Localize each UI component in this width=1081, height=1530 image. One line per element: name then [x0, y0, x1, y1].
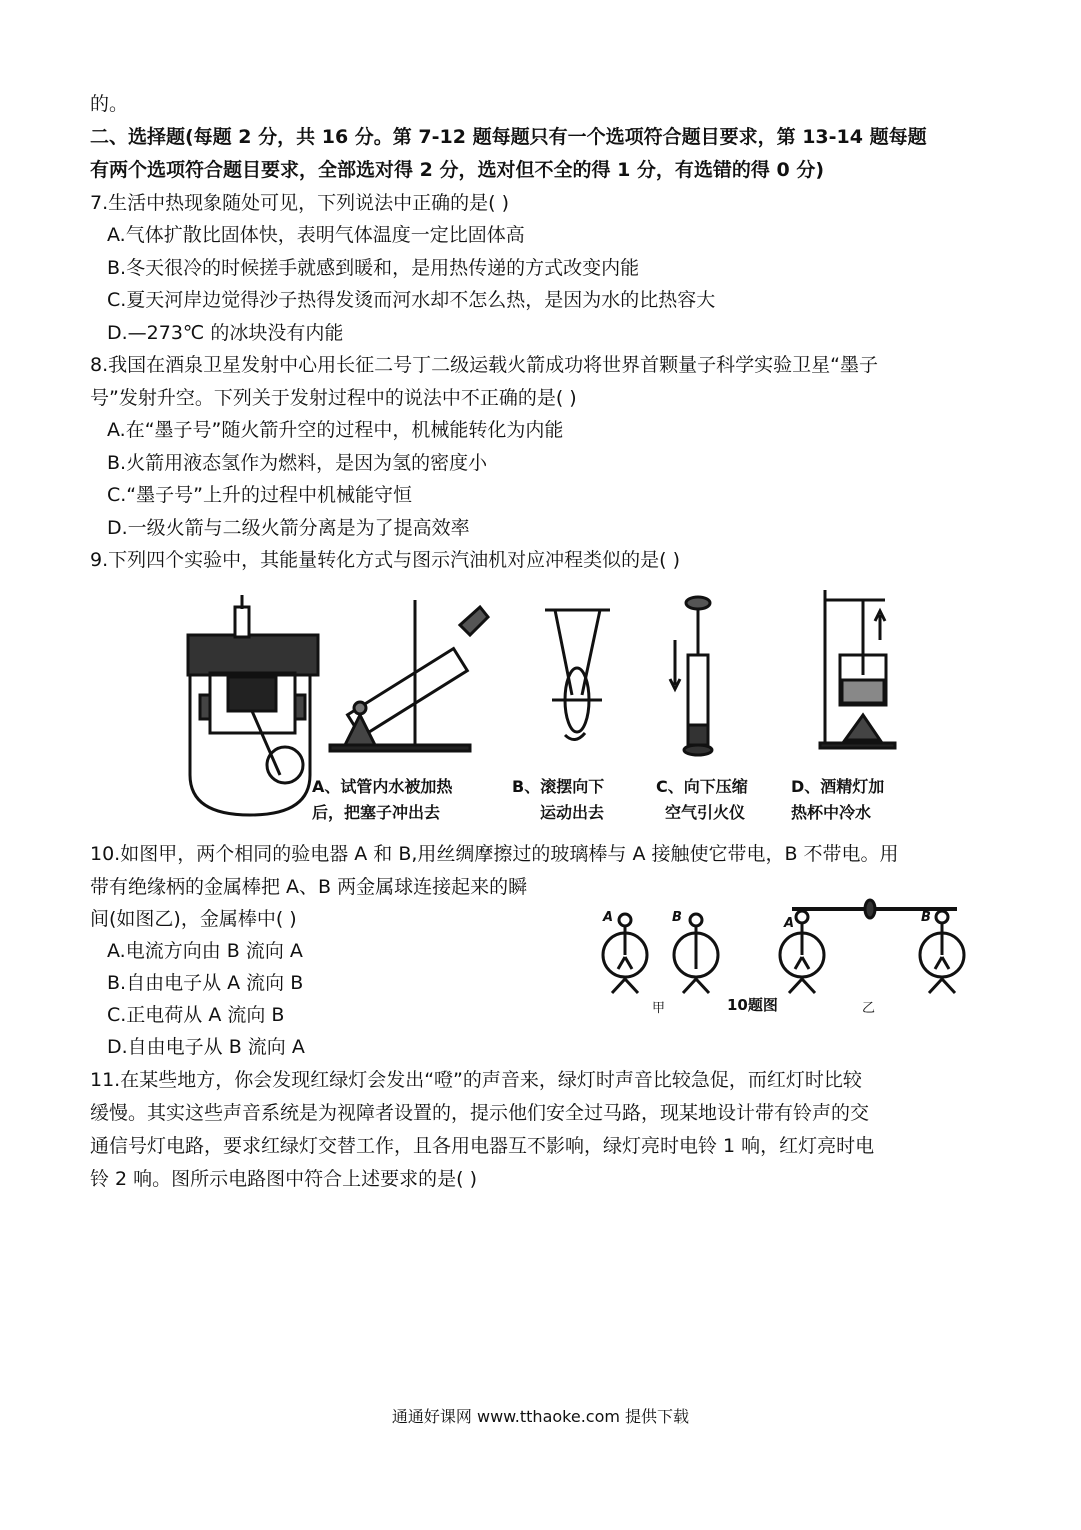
- section-heading-line1: 二、选择题(每题 2 分，共 16 分。第 7-12 题每题只有一个选项符合题目要求，第 13-14 题每题: [90, 126, 927, 148]
- q9-caption-d-line2: 热杯中冷水: [791, 803, 872, 822]
- air-compression-igniter-icon: [670, 597, 712, 755]
- section-heading-line2: 有两个选项符合题目要求，全部选对得 2 分，选对但不全的得 1 分，有选错的得 0 分): [90, 159, 825, 181]
- q10-stem-line1: 10.如图甲，两个相同的验电器 A 和 B,用丝绸摩擦过的玻璃棒与 A 接触使它带电，B 不带电。用: [90, 843, 899, 865]
- q8-option-c: C.“墨子号”上升的过程中机械能守恒: [107, 484, 412, 506]
- q7-option-c: C.夏天河岸边觉得沙子热得发烫而河水却不怎么热，是因为水的比热容大: [107, 289, 716, 311]
- q9-caption-c-line1: C、向下压缩: [656, 777, 748, 796]
- q8-stem-line1: 8.我国在酒泉卫星发射中心用长征二号丁二级运载火箭成功将世界首颗量子科学实验卫星“墨子: [90, 354, 878, 376]
- q10-stem-line2: 带有绝缘柄的金属棒把 A、B 两金属球连接起来的瞬: [90, 876, 528, 898]
- q10-label-b: B: [672, 910, 682, 925]
- q9-caption-b-line2: 运动出去: [540, 803, 605, 822]
- q10-option-b: B.自由电子从 A 流向 B: [107, 972, 304, 994]
- intro-tail: 的。: [90, 93, 129, 115]
- q10-figure-caption: 10题图: [727, 996, 778, 1014]
- q7-option-a: A.气体扩散比固体快，表明气体温度一定比固体高: [107, 224, 525, 246]
- q8-option-a: A.在“墨子号”随火箭升空的过程中，机械能转化为内能: [107, 419, 564, 441]
- q9-caption-a-line1: A、试管内水被加热: [312, 777, 453, 796]
- page-footer: 通通好课网 www.tthaoke.com 提供下载: [391, 1407, 690, 1426]
- test-tube-heating-icon: [330, 600, 488, 751]
- q10-label-b2: B: [921, 910, 931, 925]
- q7-option-d: D.—273℃ 的冰块没有内能: [107, 322, 344, 344]
- electroscope-a-icon: [603, 914, 647, 993]
- engine-cross-section-icon: [188, 595, 318, 815]
- q9-caption-a-line2: 后，把塞子冲出去: [312, 803, 441, 822]
- alcohol-lamp-beaker-icon: [820, 590, 895, 748]
- q11-stem-line2: 缓慢。其实这些声音系统是为视障者设置的，提示他们安全过马路，现某地设计带有铃声的交: [90, 1102, 870, 1124]
- q9-caption-c-line2: 空气引火仪: [665, 803, 746, 822]
- q9-caption-b-line1: B、滚摆向下: [512, 777, 605, 796]
- q10-stem-line3: 间(如图乙)，金属棒中( ): [90, 908, 297, 930]
- q10-label-a: A: [603, 910, 614, 925]
- connected-electroscopes-icon: [780, 900, 964, 993]
- q10-label-a2: A: [784, 916, 795, 931]
- q10-option-a: A.电流方向由 B 流向 A: [107, 940, 303, 962]
- q8-option-d: D.一级火箭与二级火箭分离是为了提高效率: [107, 517, 470, 539]
- q9-stem: 9.下列四个实验中，其能量转化方式与图示汽油机对应冲程类似的是( ): [90, 549, 680, 571]
- q10-option-c: C.正电荷从 A 流向 B: [107, 1004, 285, 1026]
- q7-option-b: B.冬天很冷的时候搓手就感到暖和，是用热传递的方式改变内能: [107, 257, 640, 279]
- q11-stem-line1: 11.在某些地方，你会发现红绿灯会发出“噔”的声音来，绿灯时声音比较急促，而红灯时比较: [90, 1069, 862, 1091]
- q10-option-d: D.自由电子从 B 流向 A: [107, 1036, 305, 1058]
- q10-label-yi: 乙: [862, 1001, 876, 1016]
- electroscope-b-icon: [674, 914, 718, 993]
- q11-stem-line4: 铃 2 响。图所示电路图中符合上述要求的是( ): [90, 1168, 478, 1190]
- q8-option-b: B.火箭用液态氢作为燃料，是因为氢的密度小: [107, 452, 488, 474]
- rolling-pendulum-icon: [545, 610, 610, 740]
- q10-label-jia: 甲: [652, 1001, 666, 1016]
- q8-stem-line2: 号”发射升空。下列关于发射过程中的说法中不正确的是( ): [90, 387, 577, 409]
- q7-stem: 7.生活中热现象随处可见，下列说法中正确的是( ): [90, 192, 509, 214]
- q11-stem-line3: 通信号灯电路，要求红绿灯交替工作，且各用电器互不影响，绿灯亮时电铃 1 响，红灯亮时电: [90, 1135, 875, 1157]
- q9-caption-d-line1: D、酒精灯加: [791, 777, 885, 796]
